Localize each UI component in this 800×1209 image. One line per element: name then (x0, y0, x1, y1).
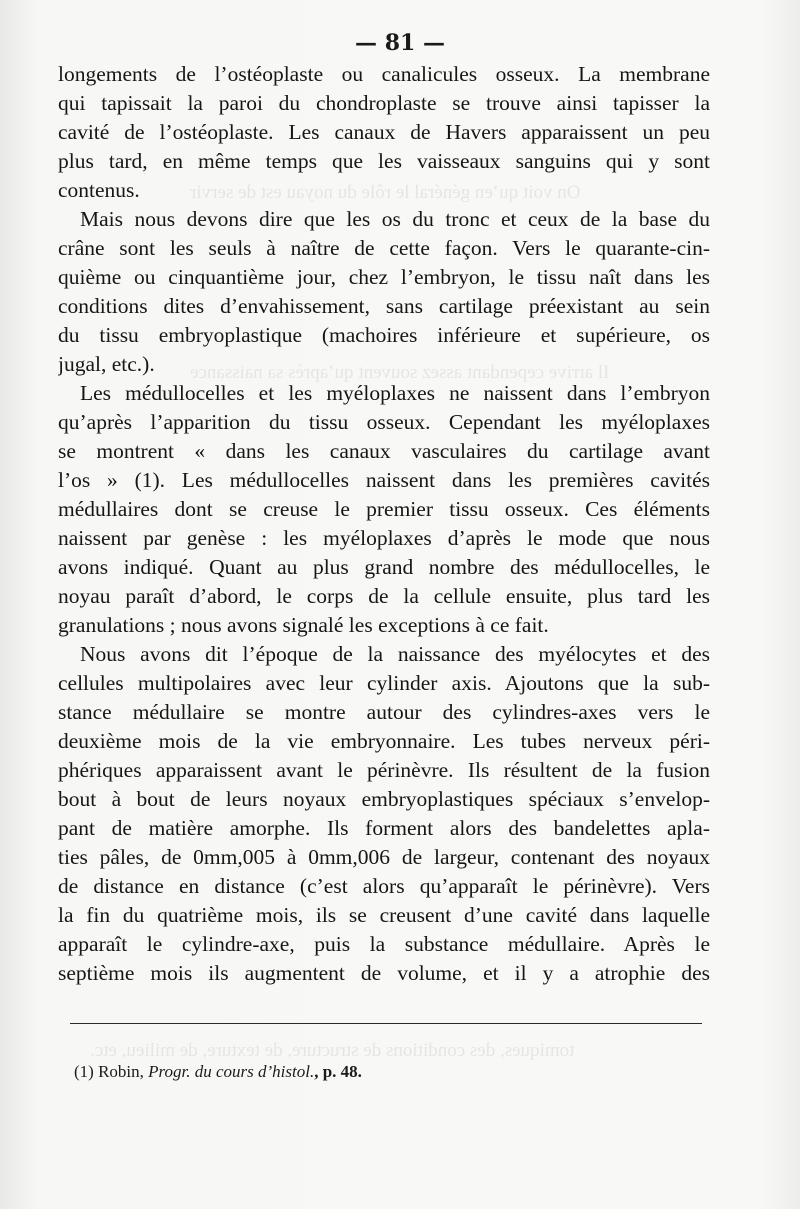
text-line: Mais nous devons dire que les os du tronc et ceux de la base du (80, 207, 710, 231)
text-line: ties pâles, de 0mm,005 à 0mm,006 de largeur, contenant des noyaux (58, 845, 710, 869)
text-line: granulations ; nous avons signalé les exceptions à ce fait. (58, 613, 549, 637)
text-line: la fin du quatrième mois, ils se creusent d’une cavité dans laquelle (58, 903, 710, 927)
text-line: cavité de l’ostéoplaste. Les canaux de Havers apparaissent un peu (58, 120, 710, 144)
text-line: avons indiqué. Quant au plus grand nombre des médullocelles, le (58, 555, 710, 579)
bleed-through-text: Il arrive cependant assez souvent qu’après sa naissance (190, 362, 610, 383)
footnote-divider (70, 1023, 702, 1024)
text-line: l’os » (1). Les médullocelles naissent dans les premières cavités (58, 468, 710, 492)
text-line: se montrent « dans les canaux vasculaires du cartilage avant (58, 439, 710, 463)
text-line: jugal, etc.). (58, 352, 155, 376)
bleed-through-text: tomiques, des conditions de structure, de texture, de milieu, etc. (90, 1040, 575, 1061)
text-line: longements de l’ostéoplaste ou canalicules osseux. La membrane (58, 62, 710, 86)
page-number: — 81 — (355, 30, 445, 56)
text-line: Les médullocelles et les myéloplaxes ne naissent dans l’embryon (80, 381, 710, 405)
text-line: quième ou cinquantième jour, chez l’embryon, le tissu naît dans les (58, 265, 710, 289)
bleed-through-text: On voit qu’en général le rôle du noyau est de servir (190, 182, 581, 203)
footnote-page: , p. 48. (314, 1062, 362, 1081)
text-line: bout à bout de leurs noyaux embryoplastiques spéciaux s’envelop- (58, 787, 710, 811)
footnote-source: Progr. du cours d’histol. (148, 1062, 315, 1081)
text-line: du tissu embryoplastique (machoires inférieure et supérieure, os (58, 323, 710, 347)
text-line: pant de matière amorphe. Ils forment alors des bandelettes apla- (58, 816, 710, 840)
text-line: Nous avons dit l’époque de la naissance des myélocytes et des (80, 642, 710, 666)
text-line: deuxième mois de la vie embryonnaire. Les tubes nerveux péri- (58, 729, 710, 753)
footnote (74, 1062, 714, 1082)
text-line: naissent par genèse : les myéloplaxes d’après le mode que nous (58, 526, 710, 550)
text-line: septième mois ils augmentent de volume, et il y a atrophie des (58, 961, 710, 985)
text-line: crâne sont les seuls à naître de cette façon. Vers le quarante-cin- (58, 236, 710, 260)
text-line: plus tard, en même temps que les vaisseaux sanguins qui y sont (58, 149, 710, 173)
text-line: noyau paraît d’abord, le corps de la cellule ensuite, plus tard les (58, 584, 710, 608)
text-line: qu’après l’apparition du tissu osseux. Cependant les myéloplaxes (58, 410, 710, 434)
text-line: médullaires dont se creuse le premier tissu osseux. Ces éléments (58, 497, 710, 521)
text-line: phériques apparaissent avant le périnèvre. Ils résultent de la fusion (58, 758, 710, 782)
text-line: qui tapissait la paroi du chondroplaste se trouve ainsi tapisser la (58, 91, 710, 115)
text-line: apparaît le cylindre-axe, puis la substance médullaire. Après le (58, 932, 710, 956)
body-text (58, 60, 710, 988)
text-line: de distance en distance (c’est alors qu’apparaît le périnèvre). Vers (58, 874, 710, 898)
text-line: contenus. (58, 178, 140, 202)
text-line: cellules multipolaires avec leur cylinder axis. Ajoutons que la sub- (58, 671, 710, 695)
text-line: stance médullaire se montre autour des cylindres-axes vers le (58, 700, 710, 724)
footnote-marker: (1) Robin, (74, 1062, 149, 1081)
text-line: conditions dites d’envahissement, sans cartilage préexistant au sein (58, 294, 710, 318)
